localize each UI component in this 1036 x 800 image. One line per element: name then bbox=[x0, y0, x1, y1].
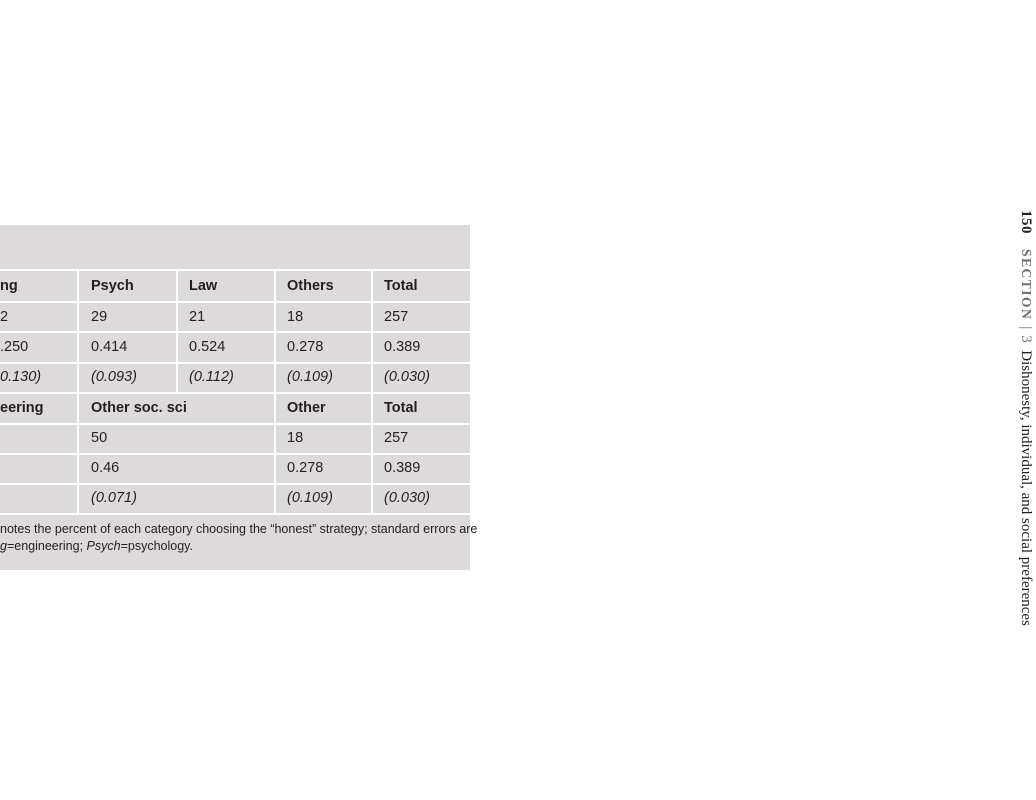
table-rule bbox=[0, 453, 470, 455]
table-header-cell: Law bbox=[189, 278, 218, 294]
table-rule bbox=[0, 392, 470, 394]
table-header-cell: eering bbox=[0, 400, 44, 416]
table-cell: 0.524 bbox=[189, 339, 226, 355]
table-cell-se: (0.109) bbox=[287, 490, 333, 506]
table-column-rule bbox=[274, 269, 276, 513]
table-cell-se: (0.109) bbox=[287, 369, 333, 385]
table-header-cell: Other bbox=[287, 400, 326, 416]
running-head-separator: | bbox=[1018, 326, 1034, 330]
table-note-text: =psychology. bbox=[120, 539, 193, 553]
table-cell: 0.278 bbox=[287, 460, 324, 476]
table-note-line-1: notes the percent of each category choosing the “honest” strategy; standard errors are bbox=[0, 522, 478, 536]
page-number: 150 bbox=[1018, 210, 1034, 234]
table-column-rule bbox=[77, 269, 79, 513]
section-title: Dishonesty, individual, and social preferences bbox=[1018, 350, 1034, 626]
table-cell-se: (0.093) bbox=[91, 369, 137, 385]
table-note-abbrev: g bbox=[0, 539, 7, 553]
table-header-cell: Psych bbox=[91, 278, 134, 294]
table-cell-se: (0.030) bbox=[384, 490, 430, 506]
table-cell: 21 bbox=[189, 309, 206, 325]
table-cell: 0.389 bbox=[384, 339, 421, 355]
table-cell: .250 bbox=[0, 339, 29, 355]
table-header-cell: Total bbox=[384, 400, 418, 416]
results-table bbox=[0, 225, 478, 570]
table-cell: 18 bbox=[287, 309, 304, 325]
table-rule bbox=[0, 423, 470, 425]
table-rule bbox=[0, 269, 470, 271]
table-cell: 0.414 bbox=[91, 339, 128, 355]
table-cell: 0.46 bbox=[91, 460, 120, 476]
table-rule bbox=[0, 331, 470, 333]
section-number: 3 bbox=[1018, 335, 1034, 343]
table-cell: 2 bbox=[0, 309, 9, 325]
table-cell: 18 bbox=[287, 430, 304, 446]
table-cell: 0.278 bbox=[287, 339, 324, 355]
table-column-rule bbox=[371, 269, 373, 513]
table-cell: 257 bbox=[384, 430, 409, 446]
table-cell: 257 bbox=[384, 309, 409, 325]
table-note-text: =engineering; bbox=[6, 539, 87, 553]
table-cell-se: 0.130) bbox=[0, 369, 42, 385]
table-cell: 50 bbox=[91, 430, 108, 446]
table-cell-se: (0.030) bbox=[384, 369, 430, 385]
table-note-line-2 bbox=[0, 538, 470, 555]
table-rule bbox=[0, 513, 470, 515]
table-cell: 29 bbox=[91, 309, 108, 325]
table-cell-se: (0.112) bbox=[189, 369, 234, 385]
table-rule bbox=[0, 483, 470, 485]
table-header-cell: Others bbox=[287, 278, 334, 294]
table-rule bbox=[0, 362, 470, 364]
running-head bbox=[1016, 210, 1036, 626]
table-cell-se: (0.071) bbox=[91, 490, 137, 506]
table-rule bbox=[0, 301, 470, 303]
table-cell: 0.389 bbox=[384, 460, 421, 476]
table-header-cell: Other soc. sci bbox=[91, 400, 187, 416]
section-label: SECTION bbox=[1019, 249, 1034, 321]
table-header-cell: ng bbox=[0, 278, 18, 294]
table-header-cell: Total bbox=[384, 278, 418, 294]
table-column-rule bbox=[176, 269, 178, 393]
table-note-abbrev: Psych bbox=[86, 539, 121, 553]
